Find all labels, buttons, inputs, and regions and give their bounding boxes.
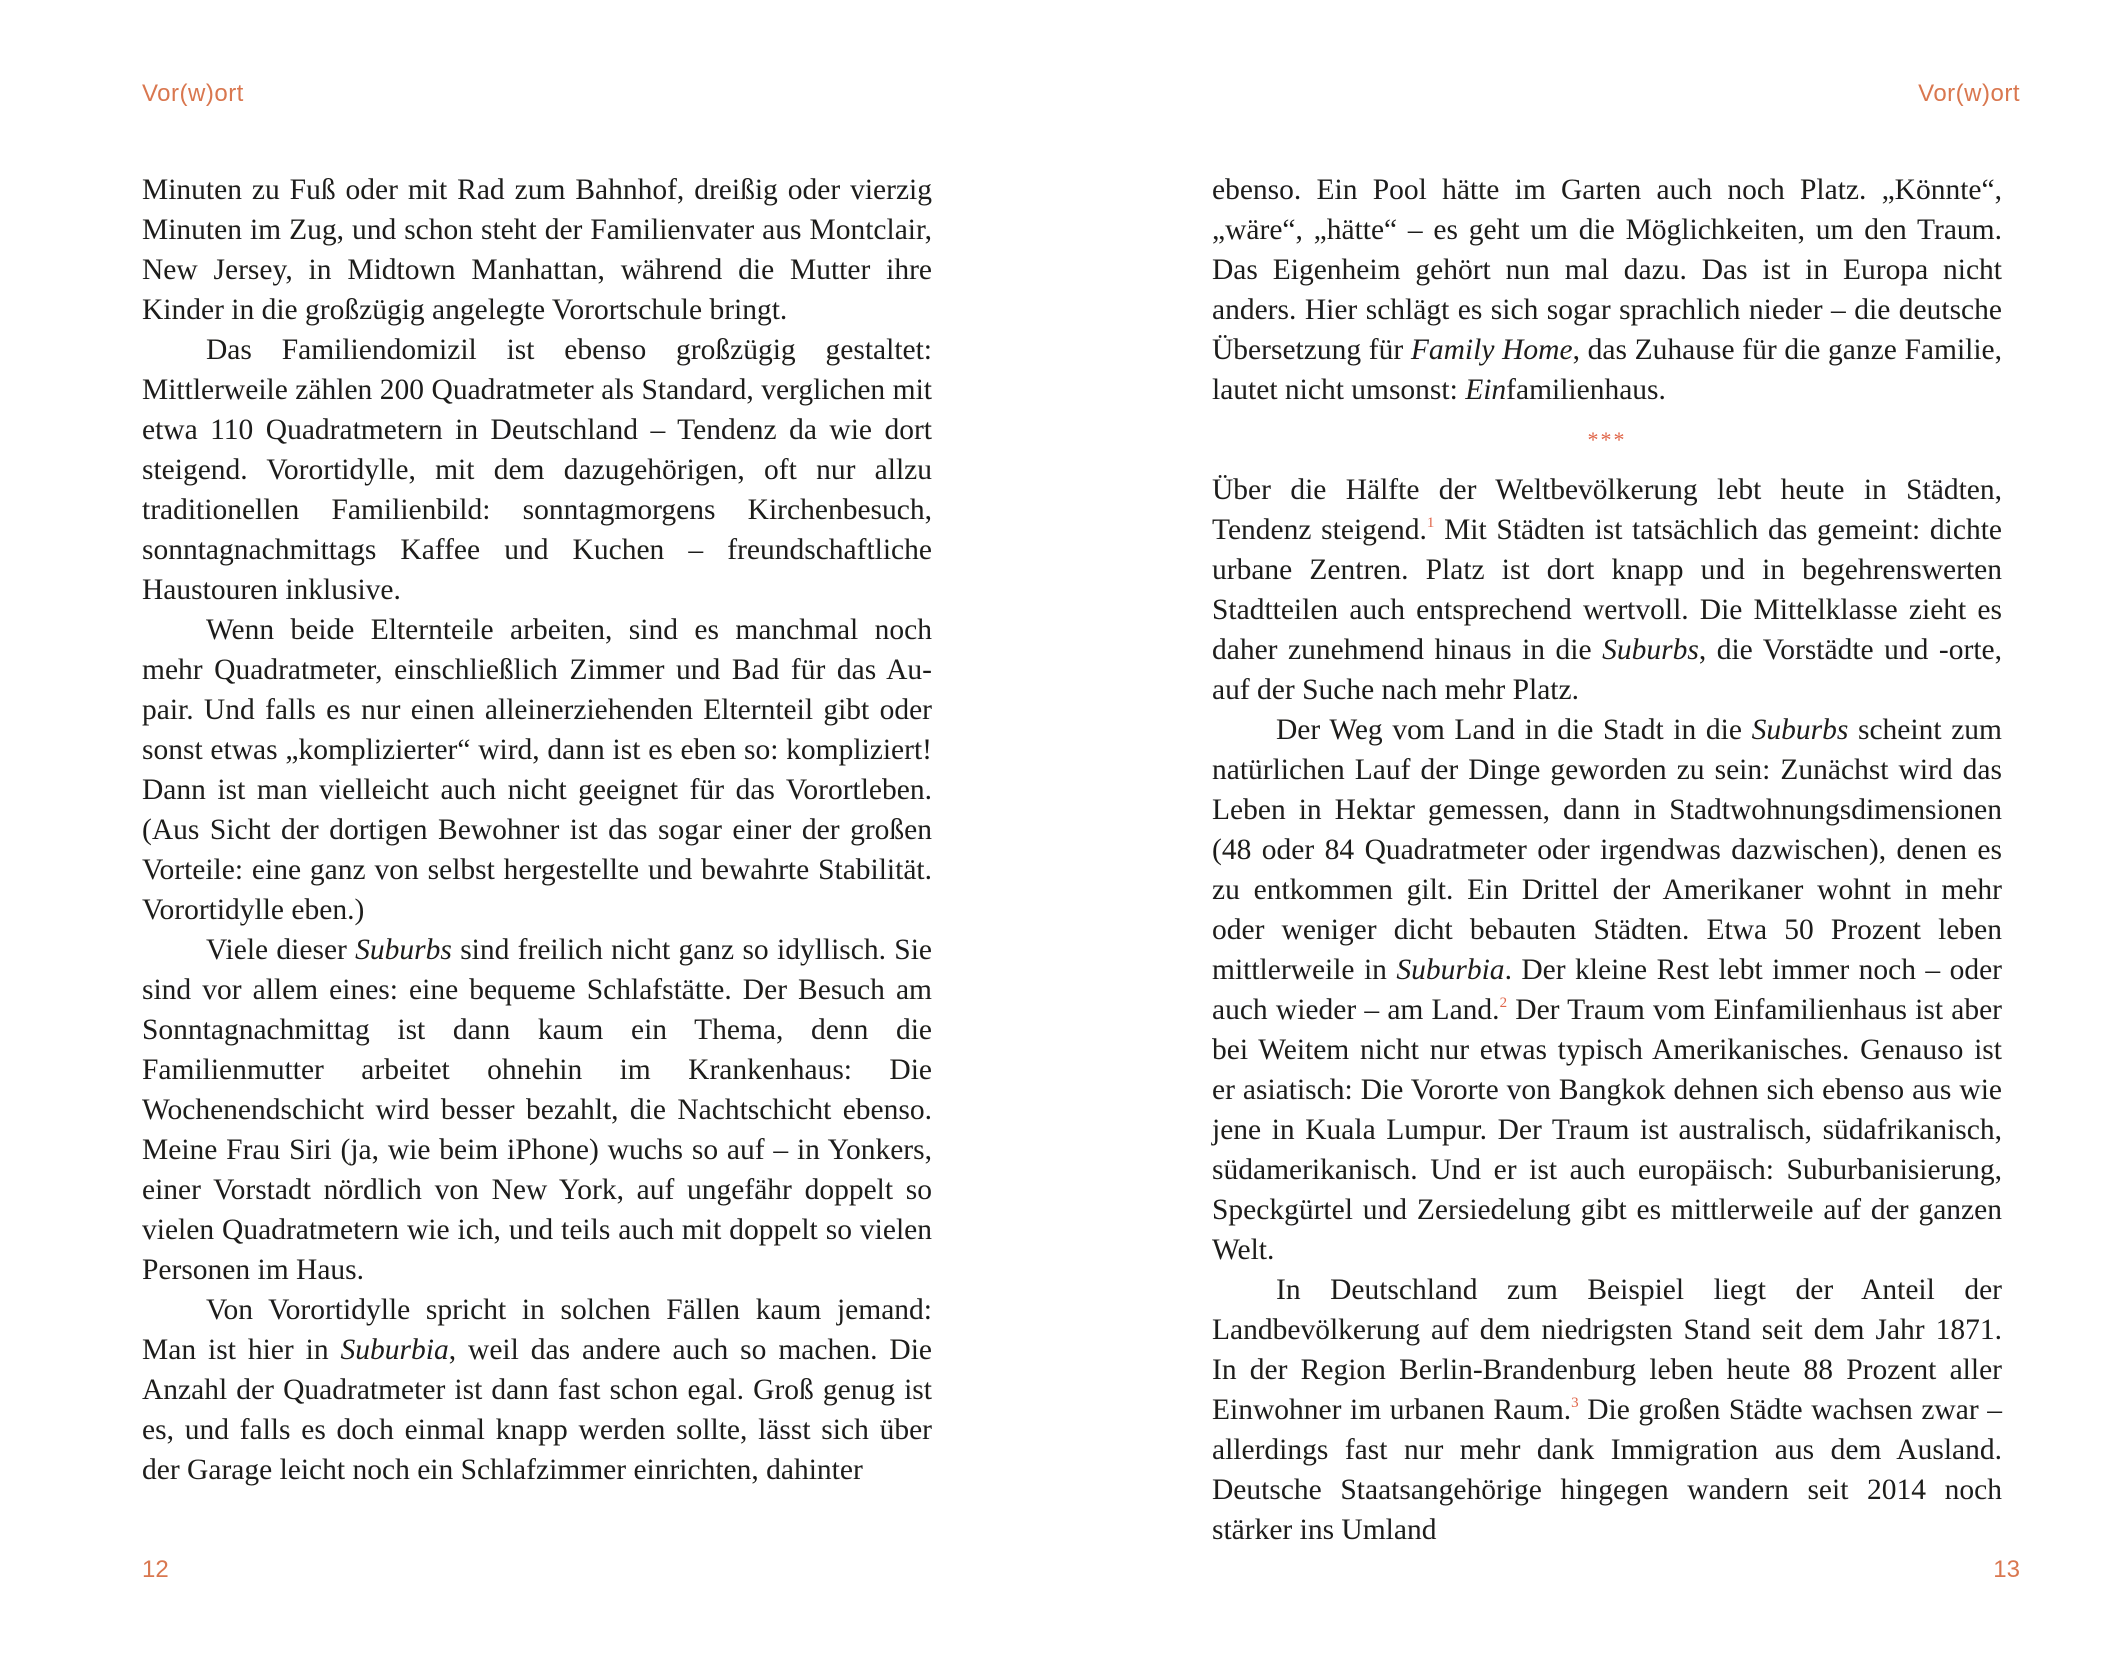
text-run: Über die Hälfte der Weltbevölkerung lebt heute in Städten, Tendenz steigend. — [1212, 474, 2002, 546]
paragraph — [1212, 470, 2002, 710]
footnote-marker: 2 — [1499, 995, 1508, 1011]
right-page — [1063, 0, 2126, 1654]
paragraph — [142, 610, 932, 930]
left-page-number: 12 — [142, 1556, 169, 1583]
text-run: Viele dieser — [206, 934, 356, 966]
text-run: Das Familiendomizil ist ebenso großzügig gestaltet: Mittlerweile zählen 200 Quadratmeter als Standard, verglichen mit etwa 110 Quadratmetern in Deutschland – Tendenz da wie dort steigend. Vorortidylle, mit dem dazugehörigen, oft nur allzu traditionellen Familienbild: sonntagmorgens Kirchenbesuch, sonntagnachmittags Kaffee und Kuchen – freundschaftliche Haustouren inklusive. — [142, 334, 932, 606]
text-run: Der Weg vom Land in die Stadt in die — [1276, 714, 1752, 746]
section-separator: *** — [1587, 427, 1627, 452]
paragraph — [142, 330, 932, 610]
text-run: In Deutschland zum Beispiel liegt der Anteil der Landbevölkerung auf dem niedrigsten Stand seit dem Jahr 1871. In der Region Berlin-Brandenburg leben heute 88 Prozent aller Einwohner im urbanen Raum. — [1212, 1274, 2002, 1426]
text-run: scheint zum natürlichen Lauf der Dinge geworden zu sein: Zunächst wird das Leben in Hektar gemessen, dann in Stadtwohnungsdimensionen (48 oder 84 Quadratmeter oder irgendwas dazwischen), denen es zu entkommen gilt. Ein Drittel der Amerikaner wohnt in mehr oder weniger dicht bebauten Städten. Etwa 50 Prozent leben mittlerweile in — [1212, 714, 2002, 986]
paragraph — [142, 1290, 932, 1490]
text-run: . Der kleine Rest lebt immer noch – oder auch wieder – am Land. — [1212, 954, 2002, 1026]
text-run: ebenso. Ein Pool hätte im Garten auch noch Platz. „Könnte“, „wäre“, „hätte“ – es geht um die Möglichkeiten, um den Traum. Das Eigenheim gehört nun mal dazu. Das ist in Europa nicht anders. Hier schlägt es sich sogar sprachlich nieder – die deutsche Übersetzung für — [1212, 174, 2002, 366]
text-run: , weil das andere auch so machen. Die Anzahl der Quadratmeter ist dann fast schon egal. Groß genug ist es, und falls es doch einmal knapp werden sollte, lässt sich über der Garage leicht noch ein Schlafzimmer einrichten, dahinter — [142, 1334, 932, 1486]
paragraph — [1212, 170, 2002, 410]
footnote-marker: 3 — [1571, 1395, 1579, 1411]
paragraph — [142, 170, 932, 330]
left-running-head: Vor(w)ort — [142, 80, 244, 107]
text-run: Der Traum vom Einfamilienhaus ist aber bei Weitem nicht nur etwas typisch Amerikanisches. Genauso ist er asiatisch: Die Vororte von Bangkok dehnen sich ebenso aus wie jene in Kuala Lumpur. Der Traum ist australisch, südafrikanisch, südamerikanisch. Und er ist auch europäisch: Suburbanisierung, Speckgürtel und Zersiedelung gibt es mittlerweile auf der ganzen Welt. — [1212, 994, 2002, 1266]
text-run: , die Vorstädte und -orte, auf der Suche nach mehr Platz. — [1212, 634, 2002, 706]
italic-term: Suburbia — [1396, 954, 1505, 986]
italic-term: Suburbs — [1602, 634, 1699, 666]
text-run: , das Zuhause für die ganze Familie, lautet nicht umsonst: — [1212, 334, 2003, 406]
paragraph — [142, 930, 932, 1290]
italic-term: Suburbs — [355, 934, 452, 966]
italic-term: Suburbs — [1751, 714, 1849, 746]
right-body-text — [1212, 170, 2002, 1550]
text-run: Wenn beide Elternteile arbeiten, sind es manchmal noch mehr Quadratmeter, einschließlich Zimmer und Bad für das Au-pair. Und falls es nur einen alleinerziehenden Elternteil gibt oder sonst etwas „komplizierter“ wird, dann ist es eben so: kompliziert! Dann ist man vielleicht auch nicht geeignet für das Vorortleben. (Aus Sicht der dortigen Bewohner ist das sogar einer der großen Vorteile: eine ganz von selbst hergestellte und bewahrte Stabilität. Vorortidylle eben.) — [142, 614, 932, 926]
text-run: Mit Städten ist tatsächlich das gemeint: dichte urbane Zentren. Platz ist dort knapp und in begehrenswerten Stadtteilen auch entsprechend wertvoll. Die Mittelklasse zieht es daher zunehmend hinaus in die — [1212, 514, 2002, 666]
text-run: Von Vorortidylle spricht in solchen Fällen kaum jemand: Man ist hier in — [142, 1294, 932, 1366]
text-run: sind freilich nicht ganz so idyllisch. Sie sind vor allem eines: eine bequeme Schlafstätte. Der Besuch am Sonntagnachmittag ist dann kaum ein Thema, denn die Familienmutter arbeitet ohnehin im Krankenhaus: Die Wochenendschicht wird besser bezahlt, die Nachtschicht ebenso. Meine Frau Siri (ja, wie beim iPhone) wuchs so auf – in Yonkers, einer Vorstadt nördlich von New York, auf ungefähr doppelt so vielen Quadratmetern wie ich, und teils auch mit doppelt so vielen Personen im Haus. — [142, 934, 932, 1286]
right-page-number: 13 — [1993, 1556, 2020, 1583]
paragraph — [1212, 1270, 2002, 1550]
left-body-text — [142, 170, 932, 1490]
text-run: Minuten zu Fuß oder mit Rad zum Bahnhof, dreißig oder vierzig Minuten im Zug, und schon steht der Familienvater aus Montclair, New Jersey, in Midtown Manhattan, während die Mutter ihre Kinder in die großzügig angelegte Vorortschule bringt. — [142, 174, 932, 326]
italic-term: Ein — [1465, 374, 1507, 406]
footnote-marker: 1 — [1426, 515, 1435, 531]
paragraph — [1212, 710, 2002, 1270]
right-running-head: Vor(w)ort — [1918, 80, 2020, 107]
italic-term: Family Home — [1410, 334, 1573, 366]
text-run: Die großen Städte wachsen zwar – allerdings fast nur mehr dank Immigration aus dem Ausland. Deutsche Staatsangehörige hingegen wandern seit 2014 noch stärker ins Umland — [1212, 1394, 2002, 1546]
italic-term: Suburbia — [340, 1334, 449, 1366]
text-run: familienhaus. — [1506, 374, 1666, 406]
